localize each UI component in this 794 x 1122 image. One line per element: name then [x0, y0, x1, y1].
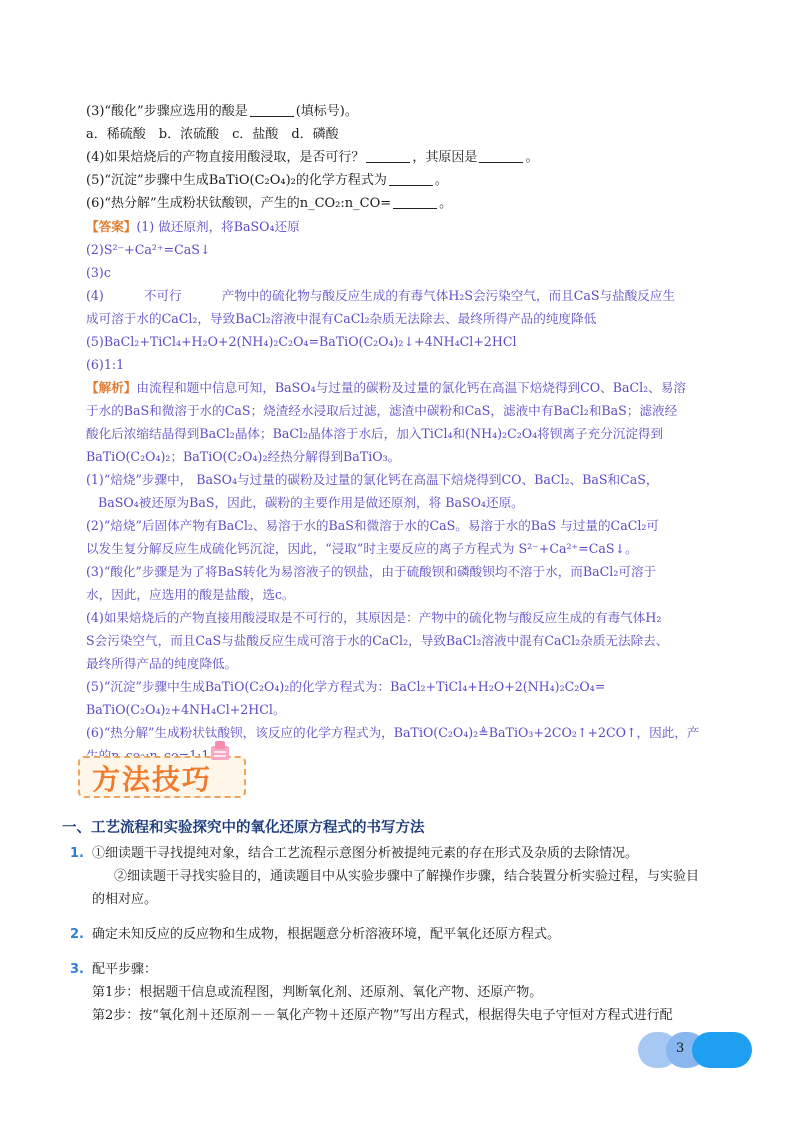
question-4-text: (4)如果焙烧后的产物直接用酸浸取，是否可行？: [86, 150, 365, 165]
item-text: ②细读题干寻找实验目的，通读题目中从实验步骤中了解操作步骤，结合装置分析实验过程，与实验目: [114, 869, 700, 884]
section-heading: 一、工艺流程和实验探究中的氧化还原方程式的书写方法: [62, 820, 425, 836]
analysis-text: 于水的BaS和微溶于水的CaS；烧渣经水浸取后过滤，滤渣中碳粉和CaS，滤液中有BaCl₂和BaS；滤液经: [86, 403, 678, 418]
item-number: 2.: [70, 927, 84, 942]
question-5-text: (5)“沉淀”步骤中生成BaTiO(C₂O₄)₂的化学方程式为: [86, 173, 387, 188]
analysis-text: BaTiO(C₂O₄)₂；BaTiO(C₂O₄)₂经热分解得到BaTiO₃。: [86, 449, 401, 464]
list-item: [70, 958, 740, 1027]
item-text: 第2步：按“氧化剂＋还原剂－－氧化产物＋还原产物”写出方程式，根据得失电子守恒对方程式进行配: [92, 1008, 673, 1023]
answer-4-reason: 产物中的硫化物与酸反应生成的有毒气体H₂S会污染空气，而且CaS与盐酸反应生: [221, 288, 676, 303]
question-6: [86, 192, 726, 215]
answer-6: (6)1:1: [86, 357, 125, 372]
question-3: [86, 100, 726, 123]
answer-4-verdict: 不可行: [143, 288, 182, 303]
question-6-text: (6)“热分解”生成粉状钛酸钡，产生的n_CO₂:n_CO=: [86, 196, 392, 211]
question-4: [86, 146, 726, 169]
answer-2: (2)S²⁻+Ca²⁺=CaS↓: [86, 242, 211, 257]
list-item: [70, 842, 740, 911]
question-block: [86, 100, 726, 767]
answer-blank: [479, 149, 523, 163]
question-6-end: 。: [439, 196, 453, 211]
item-text: 配平步骤：: [92, 962, 158, 977]
question-5: [86, 169, 726, 192]
page-footer: [638, 1032, 752, 1068]
item-text: 的相对应。: [92, 892, 158, 907]
footer-decor: [692, 1032, 752, 1068]
answer-blank: [393, 195, 437, 209]
analysis-6: (6)“热分解”生成粉状钛酸钡，该反应的化学方程式为，BaTiO(C₂O₄)₂≜BaTiO₃+2CO₂↑+2CO↑，因此，产: [86, 725, 700, 740]
analysis-5-cont: BaTiO(C₂O₄)₂+4NH₄Cl+2HCl。: [86, 702, 286, 717]
item-text: 第1步：根据题干信息或流程图，判断氧化剂、还原剂、氧化产物、还原产物。: [92, 985, 543, 1000]
analysis-3-cont: 水，因此，应选用的酸是盐酸，选c。: [86, 587, 295, 602]
question-3-text: (3)“酸化”步骤应选用的酸是: [86, 104, 248, 119]
question-4-end: 。: [525, 150, 539, 165]
answer-blank: [389, 172, 433, 186]
item-text: ①细读题干寻找提纯对象，结合工艺流程示意图分析被提纯元素的存在形式及杂质的去除情况。: [92, 846, 639, 861]
analysis-3: (3)“酸化”步骤是为了将BaS转化为易溶液子的钡盐，由于硫酸钡和磷酸钡均不溶于水，而BaCl₂可溶于: [86, 564, 657, 579]
question-4-mid: ，其原因是: [412, 150, 478, 165]
analysis-5: (5)“沉淀”步骤中生成BaTiO(C₂O₄)₂的化学方程式为：BaCl₂+TiCl₄+H₂O+2(NH₄)₂C₂O₄=: [86, 679, 606, 694]
page-number: 3: [676, 1041, 685, 1056]
list-item: [70, 923, 740, 946]
analysis-4: (4)如果焙烧后的产物直接用酸浸取是不可行的，其原因是：产物中的硫化物与酸反应生成的有毒气体H₂: [86, 610, 662, 625]
question-5-end: 。: [434, 173, 448, 188]
analysis-4-cont: S会污染空气，而且CaS与盐酸反应生成可溶于水的CaCl₂，导致BaCl₂溶液中混有CaCl₂杂质无法除去、: [86, 633, 669, 648]
analysis-text: 由流程和题中信息可知，BaSO₄与过量的碳粉及过量的氯化钙在高温下焙烧得到CO、BaCl₂、易溶: [136, 380, 686, 395]
analysis-tag: 【解析】: [86, 380, 137, 395]
analysis-1-cont: BaSO₄被还原为BaS，因此，碳粉的主要作用是做还原剂，将 BaSO₄还原。: [98, 495, 524, 510]
banner-title: 方法技巧: [92, 763, 213, 796]
item-text: 确定未知反应的反应物和生成物，根据题意分析溶液环境，配平氧化还原方程式。: [92, 927, 561, 942]
question-3-tail: (填标号)。: [295, 104, 358, 119]
answer-3: (3)c: [86, 265, 111, 280]
paper-clip-icon: [208, 740, 232, 762]
method-list: [70, 842, 740, 1039]
answer-blank: [366, 149, 410, 163]
answer-4-head: (4): [86, 288, 104, 303]
answer-5: (5)BaCl₂+TiCl₄+H₂O+2(NH₄)₂C₂O₄=BaTiO(C₂O₄)₂↓+4NH₄Cl+2HCl: [86, 334, 517, 349]
analysis-4-cont: 最终所得产品的纯度降低。: [86, 656, 238, 671]
method-banner: [78, 752, 246, 800]
item-number: 3.: [70, 962, 84, 977]
question-3-options: a．稀硫酸 b．浓硫酸 c．盐酸 d．磷酸: [86, 127, 339, 142]
answer-4-reason-cont: 成可溶于水的CaCl₂，导致BaCl₂溶液中混有CaCl₂杂质无法除去、最终所得产品的纯度降低: [86, 311, 597, 326]
analysis-text: 酸化后浓缩结晶得到BaCl₂晶体；BaCl₂晶体溶于水后，加入TiCl₄和(NH₄)₂C₂O₄将钡离子充分沉淀得到: [86, 426, 664, 441]
analysis-1: (1)“焙烧”步骤中， BaSO₄与过量的碳粉及过量的氯化钙在高温下焙烧得到CO、BaCl₂、BaS和CaS，: [86, 472, 659, 487]
answer-1: (1) 做还原剂，将BaSO₄还原: [136, 219, 300, 234]
analysis-2: (2)“焙烧”后固体产物有BaCl₂、易溶于水的BaS和微溶于水的CaS。易溶于水的BaS 与过量的CaCl₂可: [86, 518, 660, 533]
answer-blank: [250, 103, 294, 117]
analysis-2-cont: 以发生复分解反应生成硫化钙沉淀，因此，“浸取”时主要反应的离子方程式为 S²⁻+Ca²⁺=CaS↓。: [86, 541, 638, 556]
answer-section: [86, 215, 726, 767]
item-number: 1.: [70, 846, 84, 861]
answer-tag: 【答案】: [86, 219, 137, 234]
